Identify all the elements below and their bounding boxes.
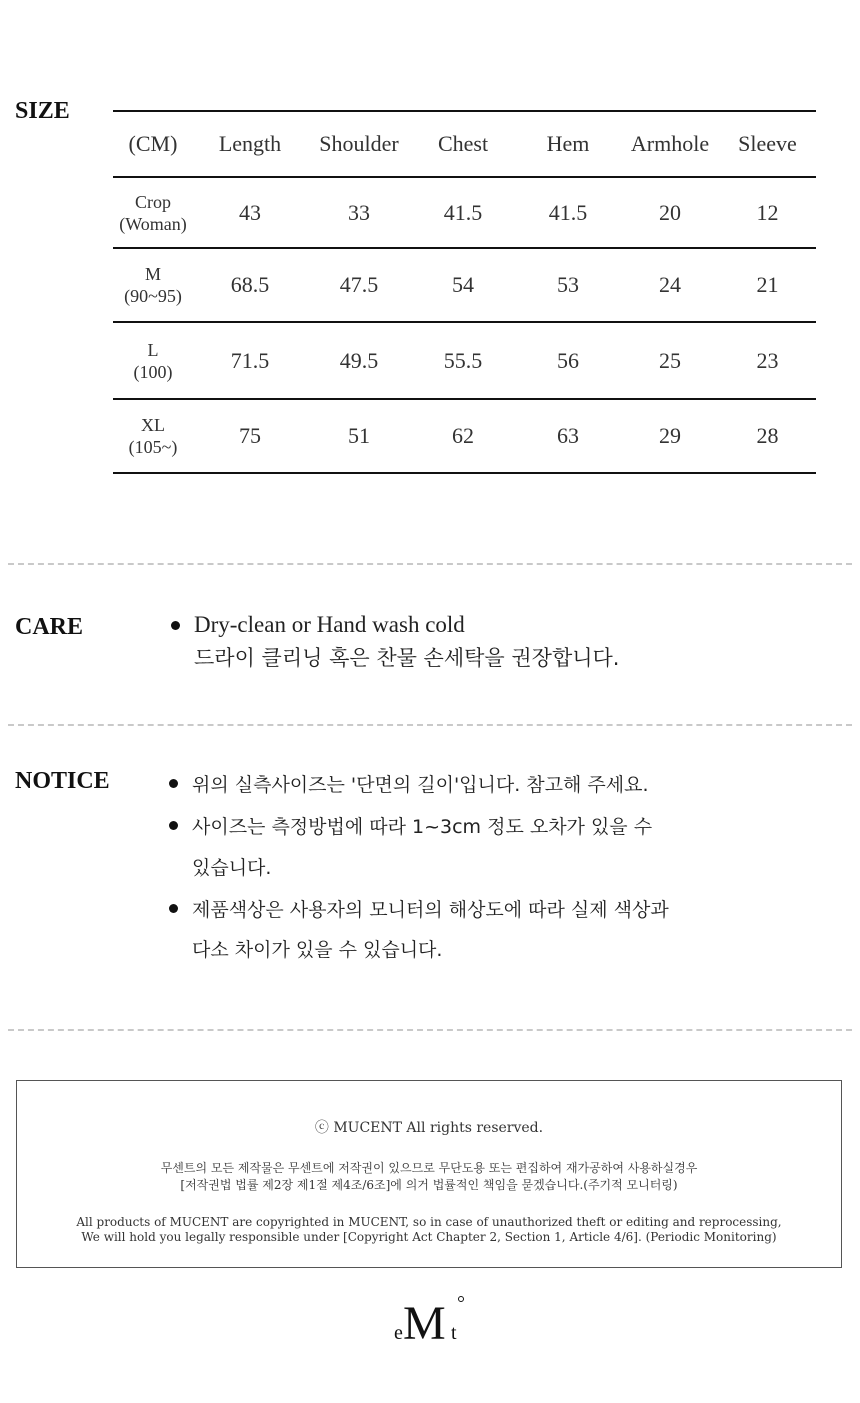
size-range: (105~) [128,437,178,457]
notice-text: 다소 차이가 있을 수 있습니다. [192,939,443,961]
cell-armhole: 29 [659,423,681,448]
size-name-cell [113,248,193,322]
cell-length: 71.5 [230,347,270,373]
care-section-label: CARE [15,614,84,640]
size-range: (90~95) [124,286,182,306]
size-name-cell [113,322,193,399]
dashed-divider [8,563,852,565]
bullet-dot [169,904,178,913]
copyright-notice-en: We will hold you legally responsible under [Copyright Act Chapter 2, Section 1, Article 4/6]. (Periodic Monitoring) [81,1230,777,1244]
copyright-notice-en: All products of MUCENT are copyrighted in MUCENT, so in case of unauthorized theft or editing and reprocessing, [76,1215,782,1229]
cell-armhole: 20 [659,199,681,225]
copyright-box [16,1080,842,1268]
table-row [113,248,816,322]
logo-letter: e [394,1322,403,1344]
col-header-length: Length [218,131,282,156]
cell-shoulder: 51 [348,423,370,448]
size-table-header-row [113,111,816,177]
notice-text: 위의 실측사이즈는 '단면의 길이'입니다. 참고해 주세요. [192,774,649,796]
col-header-shoulder: Shoulder [319,131,399,156]
cell-length: 75 [239,423,261,448]
size-name: M [144,264,161,284]
cell-length: 43 [239,199,261,225]
cell-sleeve: 28 [756,423,779,448]
notice-text: 제품색상은 사용자의 모니터의 해상도에 따라 실제 색상과 [192,899,669,921]
copyright-notice-ko: [저작권법 법률 제2장 제1절 제4조/6조]에 의거 법률적인 책임을 묻겠습니다.(주기적 모니터링) [180,1178,678,1192]
notice-text: 있습니다. [192,857,272,879]
cell-armhole: 24 [659,272,681,297]
col-header-unit: (CM) [128,131,178,156]
logo-letter: M [403,1297,446,1350]
cell-chest: 62 [452,423,474,448]
cell-hem: 63 [557,423,579,448]
logo-letter: t [451,1322,457,1344]
size-name: XL [141,415,165,435]
brand-logo [391,1296,471,1356]
size-name-cell [113,399,193,473]
cell-chest: 41.5 [443,199,483,225]
cell-hem: 56 [557,347,579,373]
col-header-chest: Chest [437,131,489,156]
notice-section-label: NOTICE [15,768,110,794]
size-section-label: SIZE [15,98,70,124]
cell-hem: 41.5 [548,199,588,225]
size-table [113,110,816,474]
care-instruction-ko: 드라이 클리닝 혹은 찬물 손세탁을 권장합니다. [194,646,620,670]
cell-armhole: 25 [659,347,681,373]
copyright-title: ⓒ MUCENT All rights reserved. [314,1120,544,1136]
cell-chest: 54 [452,272,474,297]
size-range: (100) [133,361,173,382]
cell-sleeve: 23 [756,347,779,373]
cell-chest: 55.5 [443,347,483,373]
col-header-hem: Hem [546,131,590,156]
col-header-armhole: Armhole [630,131,710,156]
notice-text: 사이즈는 측정방법에 따라 1~3cm 정도 오차가 있을 수 [192,816,653,838]
dashed-divider [8,1029,852,1031]
cell-hem: 53 [557,272,579,297]
col-header-sleeve: Sleeve [738,131,797,156]
table-row [113,399,816,473]
bullet-dot [169,821,178,830]
size-name-cell [113,177,193,248]
cell-shoulder: 47.5 [339,272,379,297]
bullet-dot [169,779,178,788]
table-row [113,177,816,248]
logo-dot [458,1296,464,1302]
bullet-dot [171,621,180,630]
table-row [113,322,816,399]
cell-sleeve: 21 [756,272,779,297]
size-range: (Woman) [119,213,187,234]
care-instruction-en: Dry-clean or Hand wash cold [194,612,465,637]
cell-sleeve: 12 [756,199,779,225]
copyright-notice-ko: 무센트의 모든 제작물은 무센트에 저작권이 있으므로 무단도용 또는 편집하여 재가공하여 사용하실경우 [160,1161,698,1175]
size-name: Crop [135,191,171,212]
cell-shoulder: 49.5 [339,347,379,373]
size-name: L [147,339,159,360]
cell-shoulder: 33 [348,199,370,225]
dashed-divider [8,724,852,726]
cell-length: 68.5 [230,272,270,297]
